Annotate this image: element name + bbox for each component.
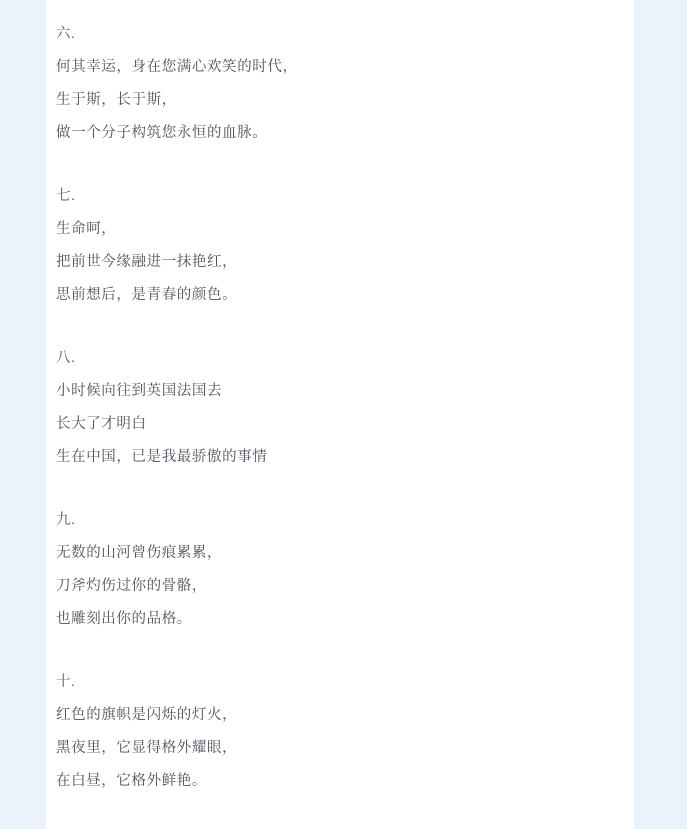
poem-line: 在白昼，它格外鲜艳。 — [56, 773, 207, 789]
document-sheet — [46, 0, 634, 829]
stanza — [56, 342, 606, 474]
poem-line: 何其幸运，身在您满心欢笑的时代， — [56, 59, 298, 75]
poem-content — [46, 0, 634, 798]
stanza-number: 八. — [56, 350, 76, 366]
poem-line: 长大了才明白 — [56, 416, 147, 432]
poem-line: 生命呵， — [56, 221, 117, 237]
poem-line: 也雕刻出你的品格。 — [56, 611, 192, 627]
stanza — [56, 180, 606, 312]
poem-line: 生在中国，已是我最骄傲的事情 — [56, 449, 268, 465]
stanza — [56, 504, 606, 636]
poem-line: 红色的旗帜是闪烁的灯火， — [56, 707, 238, 723]
stanza-number: 九. — [56, 512, 76, 528]
poem-line: 思前想后，是青春的颜色。 — [56, 287, 238, 303]
stanza-number: 六. — [56, 26, 76, 42]
poem-line: 把前世今缘融进一抹艳红， — [56, 254, 238, 270]
poem-line: 做一个分子构筑您永恒的血脉。 — [56, 125, 268, 141]
stanza-number: 十. — [56, 674, 76, 690]
poem-line: 黑夜里，它显得格外耀眼， — [56, 740, 238, 756]
stanza — [56, 18, 606, 150]
poem-line: 无数的山河曾伤痕累累， — [56, 545, 223, 561]
stanza — [56, 666, 606, 798]
poem-line: 刀斧灼伤过你的骨骼， — [56, 578, 207, 594]
poem-line: 生于斯，长于斯， — [56, 92, 177, 108]
stanza-number: 七. — [56, 188, 76, 204]
poem-line: 小时候向往到英国法国去 — [56, 383, 223, 399]
